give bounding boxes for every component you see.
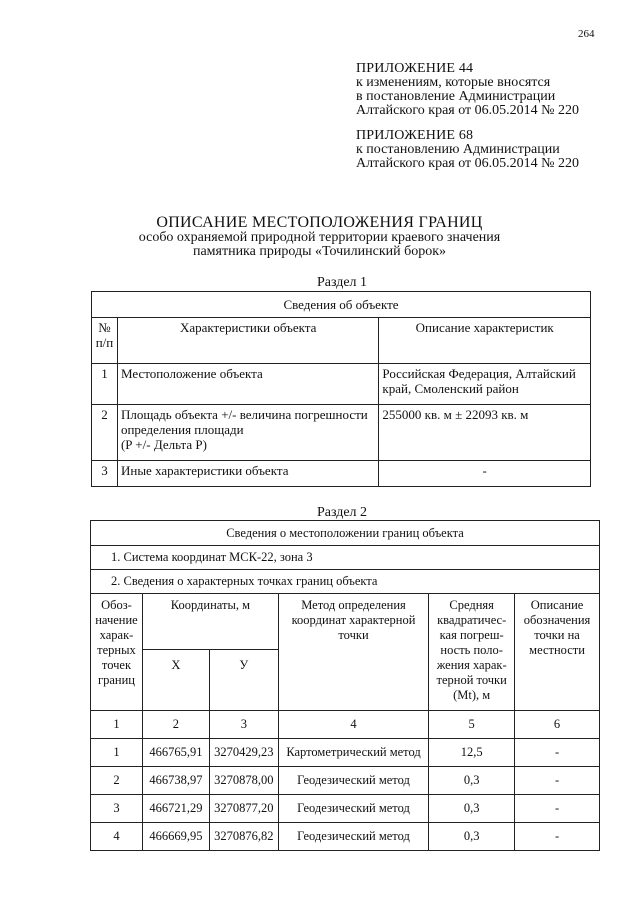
cell-description: 255000 кв. м ± 22093 кв. м [379, 405, 591, 461]
header-coordinates: Координаты, м [142, 594, 278, 650]
cell-characteristic: Площадь объекта +/- величина погрешности определения площади (P +/- Дельта P) [117, 405, 378, 461]
table-row [91, 823, 600, 851]
appendix-44-block [356, 62, 579, 118]
appendix-heading: ПРИЛОЖЕНИЕ 68 [356, 128, 474, 143]
cell-x: 466738,97 [142, 767, 209, 795]
cell-description: Российская Федерация, Алтайский край, Смоленский район [379, 364, 591, 405]
col-number: 1 [91, 711, 143, 739]
document-title [0, 214, 639, 259]
page-number: 264 [578, 28, 595, 40]
cell-marker: - [515, 795, 600, 823]
table-row [91, 795, 600, 823]
cell-x: 466765,91 [142, 739, 209, 767]
cell-characteristic: Местоположение объекта [117, 364, 378, 405]
appendix-line: Алтайского края от 06.05.2014 № 220 [356, 103, 580, 118]
cell-method: Геодезический метод [278, 767, 428, 795]
header-characteristic: Характеристики объекта [117, 318, 378, 364]
cell-method: Геодезический метод [278, 795, 428, 823]
cell-y: 3270876,82 [209, 823, 278, 851]
appendix-heading: ПРИЛОЖЕНИЕ 44 [356, 61, 474, 76]
table-row [92, 461, 591, 487]
cell-method: Картометрический метод [278, 739, 428, 767]
cell-error: 0,3 [429, 823, 515, 851]
header-y: У [209, 650, 278, 711]
coord-system: 1. Система координат МСК-22, зона 3 [91, 546, 600, 570]
appendix-line: в постановление Администрации [356, 89, 556, 104]
table-row [92, 405, 591, 461]
col-number: 3 [209, 711, 278, 739]
cell-marker: - [515, 767, 600, 795]
cell-characteristic: Иные характеристики объекта [117, 461, 378, 487]
section-2-label: Раздел 2 [316, 505, 368, 520]
cell-marker: - [515, 823, 600, 851]
cell-point: 1 [91, 739, 143, 767]
title-main: ОПИСАНИЕ МЕСТОПОЛОЖЕНИЯ ГРАНИЦ [156, 214, 483, 231]
table-title: Сведения о местоположении границ объекта [91, 521, 600, 546]
appendix-68-block [356, 129, 579, 171]
table-title: Сведения об объекте [92, 292, 591, 318]
cell-num: 3 [92, 461, 118, 487]
cell-num: 2 [92, 405, 118, 461]
boundary-points-table [90, 520, 600, 851]
section-1-label: Раздел 1 [316, 275, 368, 290]
cell-point: 4 [91, 823, 143, 851]
col-number: 4 [278, 711, 428, 739]
col-number: 2 [142, 711, 209, 739]
cell-y: 3270429,23 [209, 739, 278, 767]
cell-x: 466669,95 [142, 823, 209, 851]
cell-error: 12,5 [429, 739, 515, 767]
header-num: № п/п [92, 318, 118, 364]
col-number: 6 [515, 711, 600, 739]
table-row [91, 767, 600, 795]
header-designation: Обоз- начение харак- терных точек границ [91, 594, 143, 711]
table-row [91, 739, 600, 767]
cell-y: 3270878,00 [209, 767, 278, 795]
cell-description: - [379, 461, 591, 487]
points-heading: 2. Сведения о характерных точках границ объекта [91, 570, 600, 594]
cell-method: Геодезический метод [278, 823, 428, 851]
object-info-table [91, 291, 591, 487]
title-sub: памятника природы «Точилинский борок» [192, 244, 447, 259]
appendix-line: к изменениям, которые вносятся [356, 75, 551, 90]
cell-y: 3270877,20 [209, 795, 278, 823]
appendix-line: Алтайского края от 06.05.2014 № 220 [356, 156, 580, 171]
table-row [92, 364, 591, 405]
header-method: Метод определения координат характерной точки [278, 594, 428, 711]
header-description: Описание характеристик [379, 318, 591, 364]
title-sub: особо охраняемой природной территории краевого значения [138, 230, 501, 245]
cell-marker: - [515, 739, 600, 767]
cell-num: 1 [92, 364, 118, 405]
cell-error: 0,3 [429, 767, 515, 795]
col-number: 5 [429, 711, 515, 739]
header-error: Средняя квадратичес- кая погреш- ность поло- жения харак- терной точки (Mt), м [429, 594, 515, 711]
cell-x: 466721,29 [142, 795, 209, 823]
appendix-line: к постановлению Администрации [356, 142, 560, 157]
header-marker: Описание обозначения точки на местности [515, 594, 600, 711]
cell-point: 2 [91, 767, 143, 795]
header-x: X [142, 650, 209, 711]
cell-error: 0,3 [429, 795, 515, 823]
cell-point: 3 [91, 795, 143, 823]
